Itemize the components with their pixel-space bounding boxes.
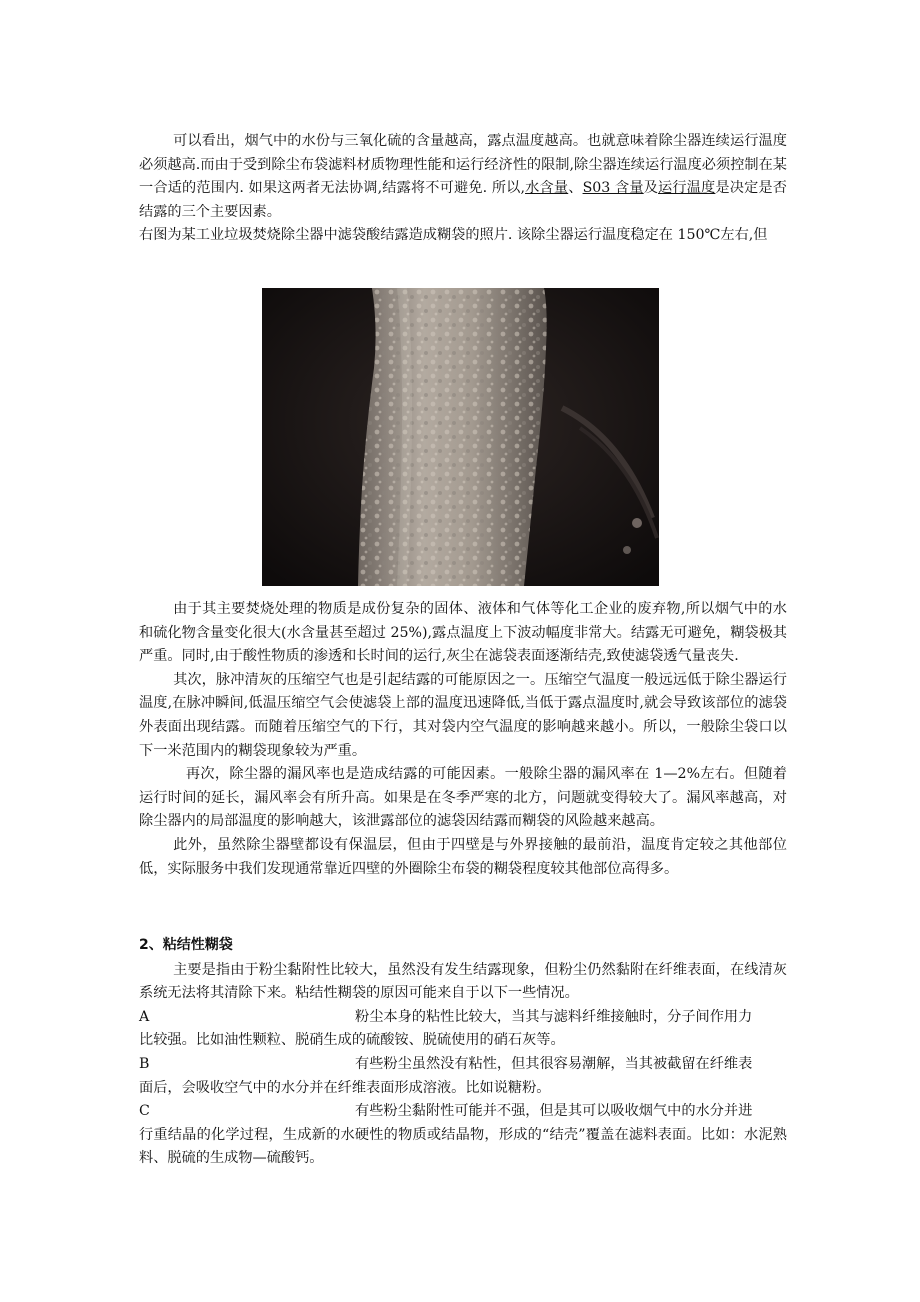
item-text: 有些粉尘虽然没有粘性，但其很容易潮解，当其被截留在纤维表 bbox=[355, 1055, 753, 1072]
filter-bag-photo-icon bbox=[262, 288, 659, 586]
underlined-operating-temp: 运行温度 bbox=[658, 180, 716, 197]
list-item bbox=[139, 1053, 787, 1100]
item-continuation: 面后，会吸收空气中的水分并在纤维表面形成溶液。比如说糖粉。 bbox=[139, 1079, 551, 1096]
section-heading: 2、粘结性糊袋 bbox=[139, 937, 233, 953]
list-item-first-line bbox=[139, 1006, 787, 1030]
paragraph-3: 由于其主要焚烧处理的物质是成份复杂的固体、液体和气体等化工企业的废弃物,所以烟气中的水和硫化物含量变化很大(水含量甚至超过 25%),露点温度上下波动幅度非常大。结露无可避免，糊袋极其严重。同时,由于酸性物质的渗透和长时间的运行,灰尘在滤袋表面逐渐结壳,致使滤袋透气量丧失. bbox=[139, 601, 787, 665]
item-continuation: 行重结晶的化学过程，生成新的水硬性的物质或结晶物，形成的“结壳”覆盖在滤料表面。比如：水泥熟料、脱硫的生成物—硫酸钙。 bbox=[139, 1126, 787, 1167]
p1-sep: 、 bbox=[568, 180, 583, 197]
item-text: 粉尘本身的粘性比较大，当其与滤料纤维接触时，分子间作用力 bbox=[355, 1008, 753, 1025]
paragraph-causes bbox=[139, 598, 787, 881]
p1-text-b: 是决定是否结露的三个主要因素。 bbox=[139, 180, 787, 220]
item-label: B bbox=[139, 1055, 150, 1072]
paragraph-5: 再次，除尘器的漏风率也是造成结露的可能因素。一般除尘器的漏风率在 1—2%左右。但随着运行时间的延长，漏风率会有所升高。如果是在冬季严寒的北方，问题就变得较大了。漏风率越高，对除尘器内的局部温度的影响越大，该泄露部位的滤袋因结露而糊袋的风险越来越高。 bbox=[139, 766, 787, 830]
item-label: A bbox=[139, 1008, 150, 1025]
p1-text-a: 可以看出，烟气中的水份与三氧化硫的含量越高，露点温度越高。也就意味着除尘器连续运行温度必须越高.而由于受到除尘布袋滤料材质物理性能和运行经济性的限制,除尘器连续运行温度必须控制在某一合适的范围内. 如果这两者无法协调,结露将不可避免. 所以, bbox=[139, 133, 787, 197]
paragraph-4: 其次，脉冲清灰的压缩空气也是引起结露的可能原因之一。压缩空气温度一般远远低于除尘器运行温度,在脉冲瞬间,低温压缩空气会使滤袋上部的温度迅速降低,当低于露点温度时,就会导致该部位的滤袋外表面出现结露。而随着压缩空气的下行，其对袋内空气温度的影响越来越小。所以，一般除尘袋口以下一米范围内的糊袋现象较为严重。 bbox=[139, 671, 787, 759]
paragraph-1 bbox=[139, 130, 787, 224]
section-adhesive-bag bbox=[139, 934, 787, 1171]
list-item bbox=[139, 1006, 787, 1053]
p1-mid: 及 bbox=[643, 180, 659, 197]
item-text: 有些粉尘黏附性可能并不强，但是其可以吸收烟气中的水分并进 bbox=[355, 1103, 753, 1120]
list-item bbox=[139, 1100, 787, 1171]
paragraph-dew-factors bbox=[139, 130, 787, 248]
section-intro: 主要是指由于粉尘黏附性比较大，虽然没有发生结露现象，但粉尘仍然黏附在纤维表面，在线清灰系统无法将其清除下来。粘结性糊袋的原因可能来自于以下一些情况。 bbox=[139, 961, 787, 1002]
underlined-so3-content: S03 含量 bbox=[582, 180, 644, 197]
underlined-water-content: 水含量 bbox=[525, 180, 569, 197]
paragraph-2: 右图为某工业垃圾焚烧除尘器中滤袋酸结露造成糊袋的照片. 该除尘器运行温度稳定在 150℃左右,但 bbox=[139, 227, 768, 244]
list-item-first-line bbox=[139, 1100, 787, 1124]
filter-bag-photo bbox=[262, 288, 659, 586]
paragraph-6: 此外，虽然除尘器壁都设有保温层，但由于四壁是与外界接触的最前沿，温度肯定较之其他部位低，实际服务中我们发现通常靠近四壁的外圈除尘布袋的糊袋程度较其他部位高得多。 bbox=[139, 836, 787, 877]
item-continuation: 比较强。比如油性颗粒、脱硝生成的硫酸铵、脱硫使用的硝石灰等。 bbox=[139, 1032, 565, 1049]
item-label: C bbox=[139, 1103, 150, 1120]
list-item-first-line bbox=[139, 1053, 787, 1077]
